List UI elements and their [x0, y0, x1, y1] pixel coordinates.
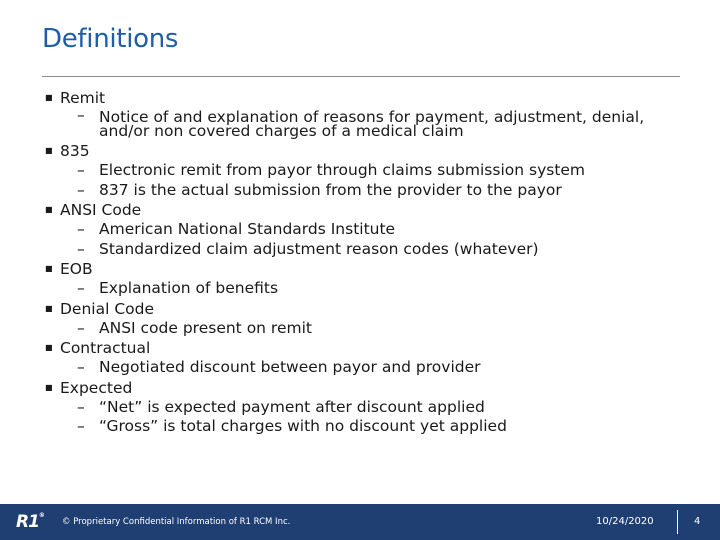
definitions-list	[45, 88, 685, 437]
sub-item	[45, 358, 685, 378]
bullet-icon: ■	[45, 93, 53, 102]
dash-icon: –	[77, 397, 85, 416]
detail-text: Electronic remit from payor through claims submission system	[99, 161, 586, 179]
bullet-icon: ■	[45, 382, 53, 392]
bullet-icon: ■	[45, 343, 53, 352]
confidential-notice: © Proprietary Confidential Information of R1 RCM Inc.	[62, 517, 291, 527]
bullet-icon: ■	[45, 205, 53, 214]
sub-item	[45, 181, 685, 201]
sub-item	[45, 417, 685, 437]
registered-mark: ®	[38, 512, 44, 519]
dash-icon: –	[77, 180, 85, 199]
term-remit: Remit	[60, 89, 106, 107]
detail-text: Standardized claim adjustment reason codes (whatever)	[99, 239, 539, 258]
detail-text: American National Standards Institute	[99, 220, 396, 238]
bullet-item-835	[45, 141, 685, 161]
title-divider	[42, 76, 680, 77]
detail-text: 837 is the actual submission from the provider to the payor	[99, 180, 562, 199]
slide-title: Definitions	[42, 24, 179, 54]
bullet-item-remit	[45, 88, 685, 108]
bullet-icon: ■	[45, 264, 53, 273]
sub-item	[45, 220, 685, 240]
dash-icon: –	[77, 106, 85, 124]
bullet-item-expected	[45, 378, 685, 398]
term-835: 835	[60, 142, 90, 160]
detail-text: Explanation of benefits	[99, 279, 279, 297]
term-ansi-code: ANSI Code	[60, 201, 142, 219]
detail-text: ANSI code present on remit	[99, 318, 312, 337]
bullet-item-eob	[45, 259, 685, 279]
term-denial-code: Denial Code	[60, 299, 155, 318]
dash-icon: –	[77, 161, 85, 179]
bullet-icon: ■	[45, 146, 53, 155]
detail-text: “Gross” is total charges with no discount yet applied	[99, 417, 507, 435]
r1-logo	[16, 512, 44, 532]
sub-item	[45, 240, 685, 260]
sub-item	[45, 398, 685, 418]
bullet-item-ansi-code	[45, 200, 685, 220]
footer-divider	[677, 510, 678, 534]
page-number: 4	[694, 516, 701, 527]
detail-text: “Net” is expected payment after discount applied	[99, 397, 485, 416]
sub-item	[45, 279, 685, 299]
sub-item	[45, 161, 685, 181]
dash-icon: –	[77, 417, 85, 435]
term-contractual: Contractual	[60, 339, 151, 357]
detail-text: Negotiated discount between payor and provider	[99, 358, 481, 376]
logo-text: R1	[16, 512, 39, 532]
footer-date: 10/24/2020	[596, 516, 654, 527]
term-eob: EOB	[60, 260, 93, 278]
term-expected: Expected	[60, 378, 133, 397]
footer-bar	[0, 504, 720, 540]
dash-icon: –	[77, 279, 85, 297]
dash-icon: –	[77, 220, 85, 238]
bullet-icon: ■	[45, 303, 53, 313]
bullet-item-contractual	[45, 338, 685, 358]
sub-item	[45, 319, 685, 339]
dash-icon: –	[77, 358, 85, 376]
dash-icon: –	[77, 239, 85, 258]
sub-item	[45, 108, 684, 141]
bullet-item-denial-code	[45, 299, 685, 319]
detail-text: Notice of and explanation of reasons for payment, adjustment, denial, and/or non covered charges of a medical claim	[99, 108, 645, 140]
dash-icon: –	[77, 318, 85, 337]
